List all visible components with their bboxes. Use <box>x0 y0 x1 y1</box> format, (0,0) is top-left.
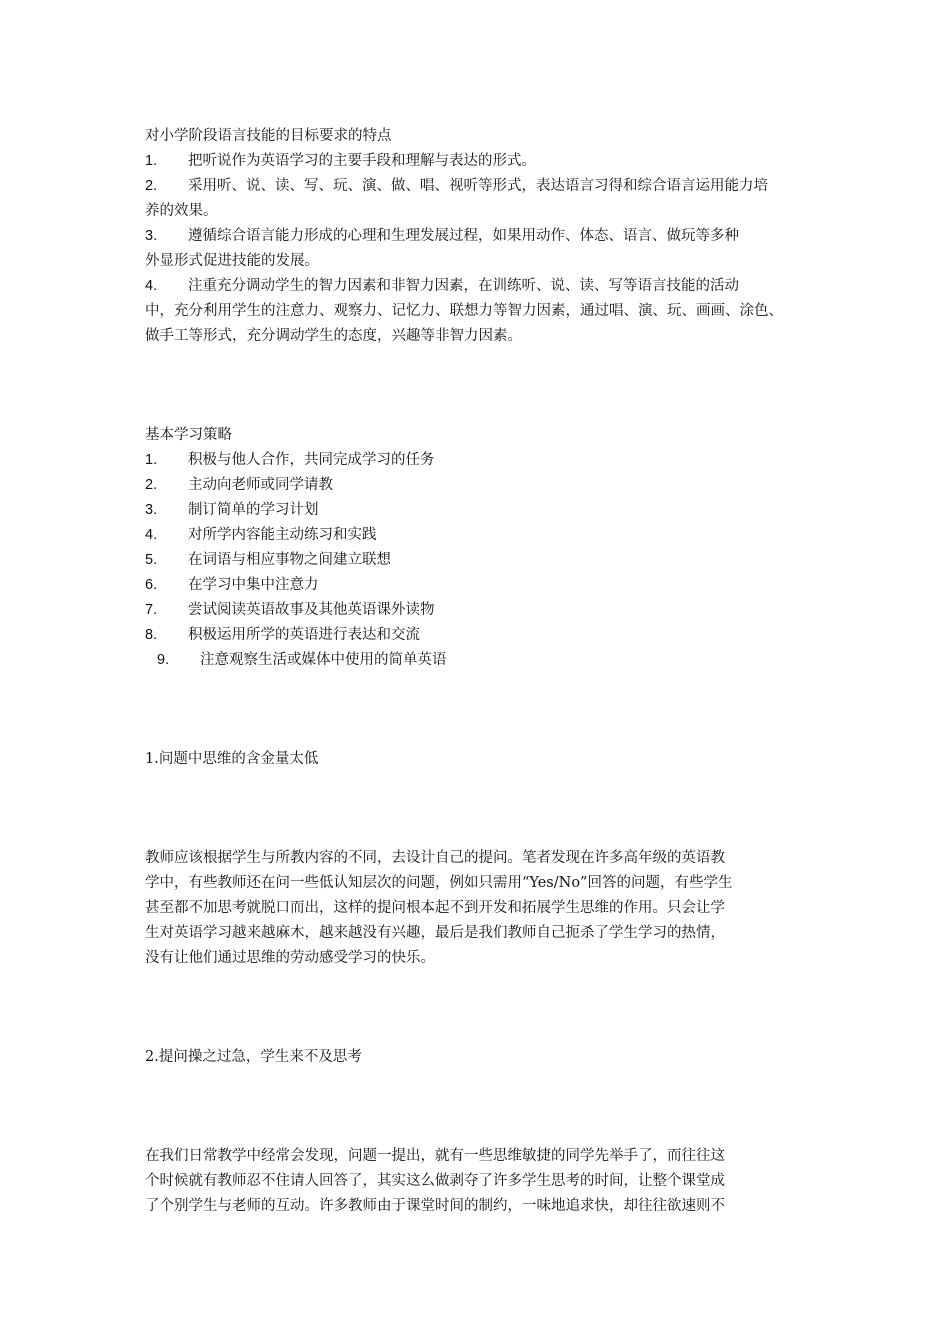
paragraph-line: 学中，有些教师还在问一些低认知层次的问题，例如只需用“Yes/No”回答的问题，有些学生 <box>145 875 733 891</box>
list-text: 遵循综合语言能力形成的心理和生理发展过程，如果用动作、体态、语言、做玩等多种 <box>188 228 739 244</box>
list-text: 主动向老师或同学请教 <box>188 477 333 493</box>
list-number: 1. <box>145 452 158 468</box>
list-item <box>145 473 815 498</box>
list-text: 注意观察生活或媒体中使用的简单英语 <box>200 652 447 668</box>
list-number: 9. <box>157 652 170 668</box>
list-item <box>145 598 815 623</box>
list-number: 6. <box>145 577 158 593</box>
paragraph-line: 生对英语学习越来越麻木，越来越没有兴趣，最后是我们教师自己扼杀了学生学习的热情， <box>145 925 725 941</box>
paragraph <box>145 1144 815 1219</box>
list-number: 2. <box>145 477 158 493</box>
list-item <box>145 548 815 573</box>
paragraph-line: 在我们日常教学中经常会发现，问题一提出，就有一些思维敏捷的同学先举手了，而往往这 <box>145 1148 725 1164</box>
list-text: 对所学内容能主动练习和实践 <box>188 527 377 543</box>
list-text: 在词语与相应事物之间建立联想 <box>188 552 391 568</box>
list-number: 7. <box>145 602 158 618</box>
list-number: 3. <box>145 228 158 244</box>
paragraph-line: 没有让他们通过思维的劳动感受学习的快乐。 <box>145 950 435 966</box>
list-item <box>145 573 815 598</box>
paragraph-line: 甚至都不加思考就脱口而出，这样的提问根本起不到开发和拓展学生思维的作用。只会让学 <box>145 900 725 916</box>
list-item <box>145 224 815 274</box>
section-heading-question-thinking: 1.问题中思维的含金量太低 <box>145 751 319 767</box>
list-text: 积极运用所学的英语进行表达和交流 <box>188 627 420 643</box>
list-number: 2. <box>145 178 158 194</box>
list-text-continued: 外显形式促进技能的发展。 <box>145 253 319 269</box>
list-text: 积极与他人合作，共同完成学习的任务 <box>188 452 435 468</box>
list-text: 注重充分调动学生的智力因素和非智力因素，在训练听、说、读、写等语言技能的活动 <box>188 278 739 294</box>
list-item <box>145 498 815 523</box>
list-number: 8. <box>145 627 158 643</box>
section-heading-rushed-questions: 2.提问操之过急，学生来不及思考 <box>145 1049 362 1065</box>
list-item <box>145 623 815 648</box>
section-heading-language-skills: 对小学阶段语言技能的目标要求的特点 <box>145 128 392 144</box>
list-number: 1. <box>145 153 158 169</box>
paragraph-line: 个时候就有教师忍不住请人回答了，其实这么做剥夺了许多学生思考的时间，让整个课堂成 <box>145 1173 725 1189</box>
list-text: 采用听、说、读、写、玩、演、做、唱、视听等形式，表达语言习得和综合语言运用能力培 <box>188 178 768 194</box>
document-body <box>145 124 815 1219</box>
paragraph <box>145 846 815 971</box>
list-number: 4. <box>145 527 158 543</box>
list-item <box>145 648 815 673</box>
list-number: 5. <box>145 552 158 568</box>
paragraph-line: 教师应该根据学生与所教内容的不同，去设计自己的提问。笔者发现在许多高年级的英语教 <box>145 850 725 866</box>
section-heading-learning-strategies: 基本学习策略 <box>145 427 232 443</box>
list-text-continued: 做手工等形式，充分调动学生的态度，兴趣等非智力因素。 <box>145 328 522 344</box>
list-text: 在学习中集中注意力 <box>188 577 319 593</box>
list-text-continued: 养的效果。 <box>145 203 218 219</box>
list-number: 3. <box>145 502 158 518</box>
list-item <box>145 174 815 224</box>
list-item <box>145 274 815 349</box>
paragraph-line: 了个别学生与老师的互动。许多教师由于课堂时间的制约，一味地追求快，却往往欲速则不 <box>145 1198 725 1214</box>
list-item <box>145 523 815 548</box>
list-text: 制订简单的学习计划 <box>188 502 319 518</box>
list-number: 4. <box>145 278 158 294</box>
list-text-continued: 中，充分利用学生的注意力、观察力、记忆力、联想力等智力因素，通过唱、演、玩、画画、涂色、 <box>145 303 783 319</box>
list-text: 把听说作为英语学习的主要手段和理解与表达的形式。 <box>188 153 536 169</box>
list-text: 尝试阅读英语故事及其他英语课外读物 <box>188 602 435 618</box>
list-item <box>145 149 815 174</box>
list-item <box>145 448 815 473</box>
